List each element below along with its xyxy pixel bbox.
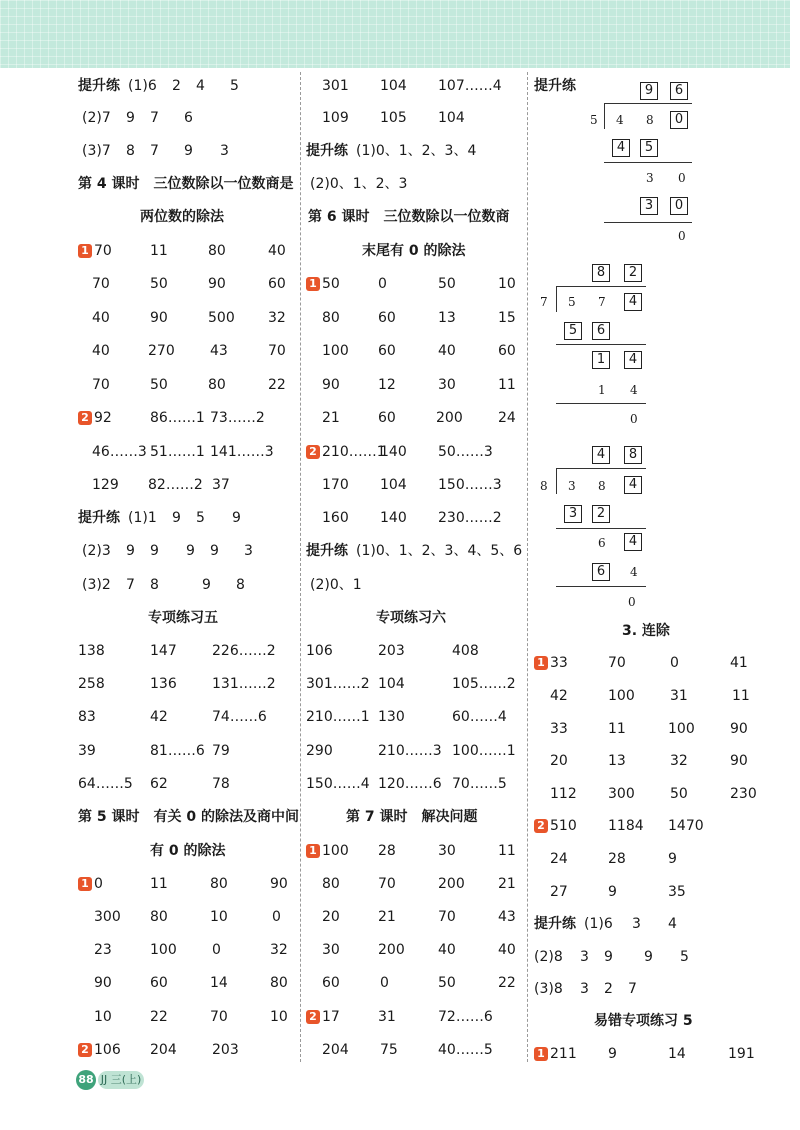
final-remainder: 0 <box>630 412 638 426</box>
division-bracket <box>556 468 557 494</box>
question-number-badge: 2 <box>78 1043 92 1057</box>
product-digit: 4 <box>630 383 638 397</box>
section-title: 第 6 课时 三位数除以一位数商 <box>308 209 510 225</box>
product-digit: 0 <box>670 197 688 215</box>
dividend-digit-box: 4 <box>624 476 642 494</box>
division-bar <box>556 286 646 287</box>
product-digit: 6 <box>592 322 610 340</box>
remainder-digit-box: 4 <box>624 533 642 551</box>
question-number-badge: 1 <box>78 877 92 891</box>
page-number: 88 <box>76 1070 96 1090</box>
divisor: 5 <box>590 113 598 127</box>
section-title: 第 7 课时 解决问题 <box>346 809 478 825</box>
question-number-badge: 1 <box>78 244 92 258</box>
quotient-digit: 8 <box>624 446 642 464</box>
product-digit: 4 <box>630 565 638 579</box>
product-digit: 5 <box>564 322 582 340</box>
dividend-digit: 3 <box>568 479 576 493</box>
remainder-digit: 3 <box>646 171 654 185</box>
division-bar <box>556 468 646 469</box>
subtraction-line <box>604 222 692 223</box>
question-number-badge: 1 <box>534 1047 548 1061</box>
division-bracket <box>604 103 605 129</box>
divisor: 8 <box>540 479 548 493</box>
subtraction-line <box>556 528 646 529</box>
section-title: 专项练习五 <box>148 610 218 626</box>
question-number-badge: 1 <box>306 277 320 291</box>
question-number-badge: 2 <box>306 1010 320 1024</box>
quotient-digit: 9 <box>640 82 658 100</box>
column-divider <box>300 72 301 1062</box>
division-bar <box>604 103 692 104</box>
quotient-digit: 6 <box>670 82 688 100</box>
dividend-digit: 8 <box>598 479 606 493</box>
section-label: 提升练 <box>534 78 576 94</box>
question-number-badge: 1 <box>534 656 548 670</box>
division-bracket <box>556 286 557 312</box>
dividend-digit: 4 <box>616 113 624 127</box>
dividend-digit: 8 <box>646 113 654 127</box>
quotient-digit: 8 <box>592 264 610 282</box>
divisor: 7 <box>540 295 548 309</box>
dividend-digit: 5 <box>568 295 576 309</box>
product-digit: 6 <box>592 563 610 581</box>
remainder-digit-box: 4 <box>624 351 642 369</box>
question-number-badge: 2 <box>534 819 548 833</box>
section-title: 末尾有 0 的除法 <box>362 243 466 259</box>
question-number-badge: 2 <box>306 445 320 459</box>
quotient-digit: 2 <box>624 264 642 282</box>
product-digit: 1 <box>598 383 606 397</box>
remainder-digit: 6 <box>598 536 606 550</box>
subtraction-line <box>556 586 646 587</box>
product-digit: 2 <box>592 505 610 523</box>
section-title: 3. 连除 <box>622 623 670 639</box>
subtraction-line <box>604 162 692 163</box>
section-title: 两位数的除法 <box>140 209 224 225</box>
product-digit: 5 <box>640 139 658 157</box>
product-digit: 3 <box>640 197 658 215</box>
section-title: 有 0 的除法 <box>150 843 226 859</box>
product-digit: 3 <box>564 505 582 523</box>
subtraction-line <box>556 344 646 345</box>
subtraction-line <box>556 403 646 404</box>
product-digit: 4 <box>612 139 630 157</box>
quotient-digit: 4 <box>592 446 610 464</box>
final-remainder: 0 <box>678 229 686 243</box>
dividend-digit: 7 <box>598 295 606 309</box>
question-number-badge: 1 <box>306 844 320 858</box>
section-title: 专项练习六 <box>376 610 446 626</box>
remainder-digit: 0 <box>678 171 686 185</box>
header-band <box>0 0 790 68</box>
final-remainder: 0 <box>628 595 636 609</box>
section-title: 第 5 课时 有关 0 的除法及商中间 <box>78 809 299 825</box>
column-divider <box>527 72 528 1062</box>
remainder-digit-box: 1 <box>592 351 610 369</box>
section-title: 第 4 课时 三位数除以一位数商是 <box>78 176 294 192</box>
section-title: 易错专项练习 5 <box>594 1013 693 1029</box>
question-number-badge: 2 <box>78 411 92 425</box>
dividend-digit-box: 0 <box>670 111 688 129</box>
dividend-digit-box: 4 <box>624 293 642 311</box>
edition-tag: JJ 三(上) <box>98 1071 144 1089</box>
